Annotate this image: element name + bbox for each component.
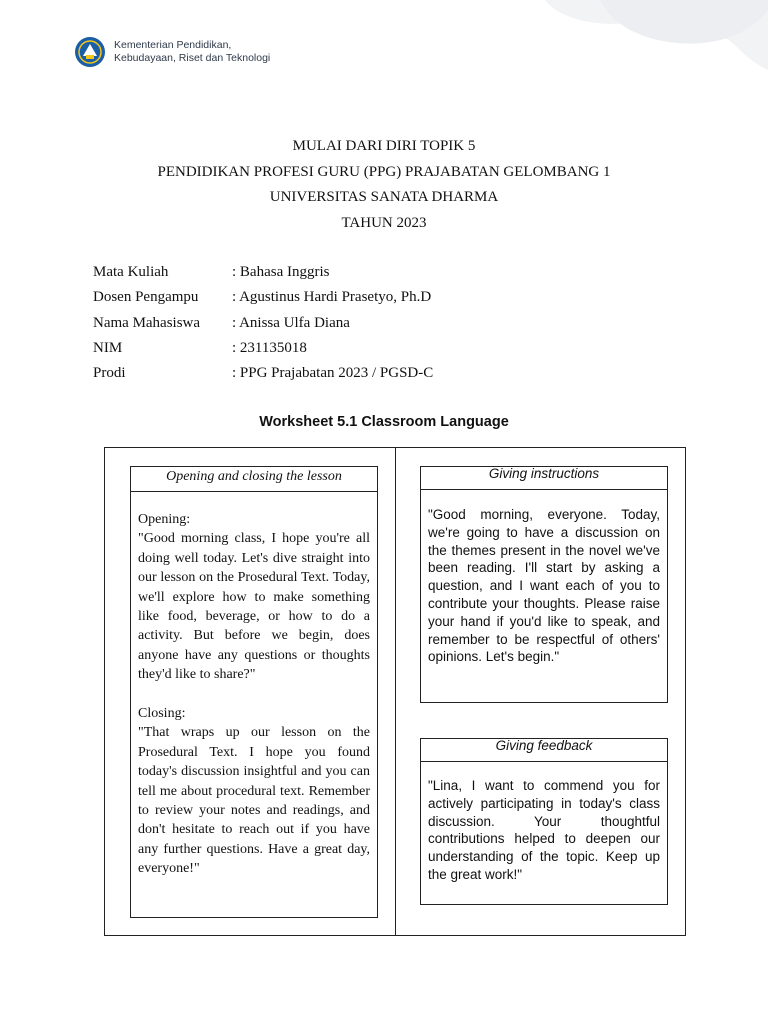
opening-closing-heading: Opening and closing the lesson [131, 467, 377, 492]
info-row [93, 287, 433, 312]
info-value: : 231135018 [232, 339, 307, 356]
header-program: PENDIDIKAN PROFESI GURU (PPG) PRAJABATAN GELOMBANG 1 [157, 163, 611, 180]
info-label: Mata Kuliah [93, 264, 169, 280]
info-label: Nama Mahasiswa [93, 314, 201, 331]
info-value: : Agustinus Hardi Prasetyo, Ph.D [232, 289, 432, 306]
giving-instructions-text: "Good morning, everyone. Today, we're going to have a discussion on the themes present in the novel we've been reading. I'll start by asking a question, and I want each of you to contribute your thoughts. Please raise your hand if you'd like to speak, and remember to be respectful of others' opinions. Let's begin." [428, 507, 660, 665]
header-topic: MULAI DARI DIRI TOPIK 5 [292, 138, 476, 154]
ministry-logo [74, 36, 270, 68]
opening-closing-box [130, 466, 378, 918]
closing-label: Closing: [138, 706, 186, 722]
worksheet-frame [104, 447, 686, 936]
ministry-name-line2: Kebudayaan, Riset dan Teknologi [114, 52, 271, 64]
opening-closing-body [131, 492, 377, 879]
giving-instructions-heading: Giving instructions [421, 467, 667, 490]
giving-feedback-text: "Lina, I want to commend you for actively participating in today's class discussion. Your thoughtful contributions helped to deepen our understanding of the topic. Keep up the great work!" [428, 778, 660, 882]
column-divider [395, 448, 396, 935]
ministry-name [114, 39, 270, 65]
info-row [93, 262, 433, 287]
info-label: Dosen Pengampu [93, 289, 199, 306]
opening-label: Opening: [138, 512, 191, 527]
decorative-background-shapes [0, 0, 768, 140]
tut-wuri-handayani-icon [74, 36, 106, 68]
paragraph-spacer [138, 685, 370, 704]
closing-text: "That wraps up our lesson on the Prosedural Text. I hope you found today's discussion insightful and you can tell me about procedural text. Remember to review your notes and readings, and don't hesitate to reach out if you have any further questions. Have a great day, everyone!" [138, 725, 370, 877]
student-info-table [93, 262, 433, 388]
info-label: Prodi [93, 365, 126, 382]
worksheet-title: Worksheet 5.1 Classroom Language [259, 414, 509, 430]
giving-instructions-box [420, 466, 668, 703]
giving-feedback-heading: Giving feedback [421, 739, 667, 762]
info-value: : Bahasa Inggris [232, 264, 330, 280]
info-value: : PPG Prajabatan 2023 / PGSD-C [232, 365, 434, 382]
header-year: TAHUN 2023 [341, 214, 427, 231]
giving-feedback-box [420, 738, 668, 905]
info-value: : Anissa Ulfa Diana [232, 314, 350, 331]
document-header [0, 136, 768, 238]
info-row [93, 338, 433, 363]
info-row [93, 363, 433, 388]
info-label: NIM [93, 339, 123, 356]
info-row [93, 313, 433, 338]
opening-text: "Good morning class, I hope you're all doing well today. Let's dive straight into our lesson on the Prosedural Text. Today, we'll explore how to make something like food, beverage, or how to do a activity. But before we begin, does anyone have any questions or thoughts they'd like to share?" [138, 531, 370, 683]
ministry-name-line1: Kementerian Pendidikan, [114, 39, 232, 51]
header-university: UNIVERSITAS SANATA DHARMA [269, 189, 499, 205]
